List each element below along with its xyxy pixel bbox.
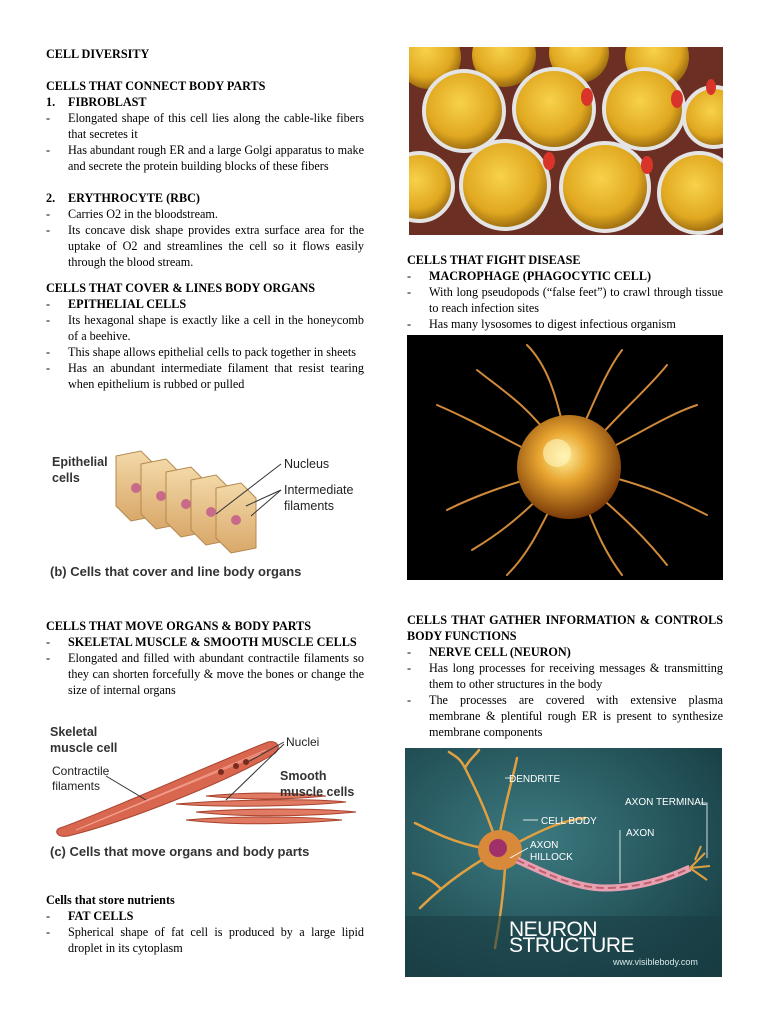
cover-heading: CELLS THAT COVER & LINES BODY ORGANS — [46, 281, 316, 295]
dendrite-label: DENDRITE — [509, 774, 561, 785]
gather-section — [407, 612, 723, 740]
move-heading: CELLS THAT MOVE ORGANS & BODY PARTS — [46, 619, 312, 633]
neuron-structure-title: NEURON STRUCTURE — [509, 918, 634, 957]
fight-section — [407, 252, 723, 332]
skeletal-label: Skeletal muscle cell — [50, 725, 118, 755]
epithelial-title: - EPITHELIAL CELLS — [46, 297, 187, 311]
connect-heading: CELLS THAT CONNECT BODY PARTS — [46, 79, 266, 93]
fibroblast-title: 1. FIBROBLAST — [46, 95, 147, 109]
muscle-caption: (c) Cells that move organs and body parts — [50, 844, 310, 859]
list-item: - Elongated and filled with abundant contractile filaments so they can shorten forcefully & move the bones or change the size of internal organs — [46, 651, 364, 697]
list-item: - With long pseudopods (“false feet”) to crawl through tissue to reach infection sites — [407, 285, 723, 315]
smooth-label: Smooth muscle cells — [280, 769, 355, 799]
contractile-label: Contractile filaments — [52, 764, 110, 793]
axon-hillock-label: AXON HILLOCK — [530, 840, 573, 863]
list-item: - Spherical shape of fat cell is produced by a large lipid droplet in its cytoplasm — [46, 925, 364, 955]
list-item: - Has many lysosomes to digest infectious organism — [407, 317, 676, 331]
axon-label: AXON — [626, 828, 655, 839]
store-heading: Cells that store nutrients — [46, 893, 175, 907]
list-item: - Carries O2 in the bloodstream. — [46, 207, 218, 221]
list-item: - The processes are covered with extensive plasma membrane & plentiful rough ER is present to synthesize membrane components — [407, 693, 723, 739]
fat-cells-image — [409, 47, 723, 235]
list-item: - Elongated shape of this cell lies along the cable-like fibers that secretes it — [46, 111, 364, 141]
gather-heading: CELLS THAT GATHER INFORMATION & CONTROLS BODY FUNCTIONS — [407, 613, 723, 643]
macrophage-illustration — [407, 335, 723, 580]
list-item: - Its concave disk shape provides extra surface area for the uptake of O2 and streamlines the cell so it flows easily through the blood stream. — [46, 223, 364, 269]
neuron-image — [405, 748, 722, 977]
left-column — [46, 46, 364, 392]
filaments-label: Intermediate filaments — [284, 483, 354, 513]
muscle-title: - SKELETAL MUSCLE & SMOOTH MUSCLE CELLS — [46, 635, 357, 649]
source-url: www.visiblebody.com — [613, 957, 698, 967]
axon-terminal-label: AXON TERMINAL — [625, 797, 707, 808]
list-item: - Has an abundant intermediate filament that resist tearing when epithelium is rubbed or pulled — [46, 361, 364, 391]
erythrocyte-title: 2. ERYTHROCYTE (RBC) — [46, 191, 200, 205]
nuclei-label: Nuclei — [286, 735, 320, 749]
epithelial-label: Epithelial cells — [52, 455, 108, 485]
muscle-figure — [46, 722, 364, 868]
fight-heading: CELLS THAT FIGHT DISEASE — [407, 253, 581, 267]
fat-cells-illustration — [409, 47, 723, 235]
fat-title: - FAT CELLS — [46, 909, 134, 923]
move-section — [46, 618, 364, 698]
nucleus-label: Nucleus — [284, 457, 330, 471]
epithelial-figure — [46, 446, 364, 584]
doc-title: CELL DIVERSITY — [46, 47, 150, 61]
macrophage-image — [407, 335, 723, 580]
list-item: - This shape allows epithelial cells to pack together in sheets — [46, 345, 357, 359]
cell-body-label: CELL BODY — [541, 816, 597, 827]
store-section — [46, 892, 364, 956]
epithelial-caption: (b) Cells that cover and line body organs — [50, 564, 302, 579]
neuron-title: - NERVE CELL (NEURON) — [407, 645, 571, 659]
list-item: - Its hexagonal shape is exactly like a cell in the honeycomb of a beehive. — [46, 313, 364, 343]
list-item: - Has abundant rough ER and a large Golgi apparatus to make and secrete the protein building blocks of these fibers — [46, 143, 364, 173]
macrophage-title: - MACROPHAGE (PHAGOCYTIC CELL) — [407, 269, 652, 283]
list-item: - Has long processes for receiving messages & transmitting them to other structures in the body — [407, 661, 723, 691]
